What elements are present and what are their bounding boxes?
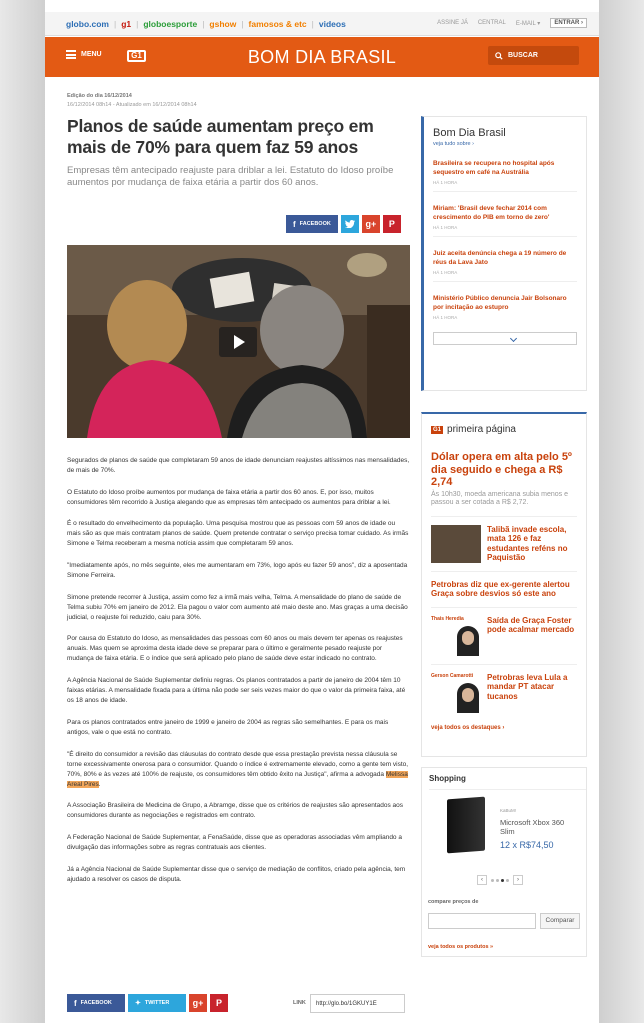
chevron-left-icon: ‹: [481, 877, 483, 883]
prev-product-button[interactable]: [477, 875, 487, 885]
topbar-link-famosos[interactable]: famosos & etc: [248, 18, 307, 29]
compare-input[interactable]: [428, 913, 536, 929]
article-body: [67, 456, 410, 896]
show-header: [45, 37, 599, 77]
columnist-name: Gerson Camarotti: [431, 672, 474, 679]
product-pager: [477, 875, 523, 885]
story-thumbnail[interactable]: [431, 525, 481, 563]
shopping-title: Shopping: [429, 774, 586, 790]
globo-topbar: globo.com | g1 | globoesporte | gshow | famosos & etc | videos ASSINE JÁ CENTRAL E-MAIL ▾ ENTRAR ›: [45, 12, 599, 36]
facebook-share-button[interactable]: [286, 215, 338, 233]
columnist-name: Thais Heredia: [431, 615, 464, 622]
quote-text: "É direito do consumidor a revisão das cláusulas do contrato desde que essa prestação prevista nessa cláusula se torne excessivamente onerosa para o consumidor. Quando o índice é extremamente elevado, como a gente tem visto, 70%, 80% e às vezes até 100% de reajuste, os consumidores têm obtido êxito na Justiça", afirma a advogada: [67, 750, 409, 778]
facebook-share-label: FACEBOOK: [299, 221, 331, 227]
edition-date: Edição do dia 16/12/2014: [67, 93, 132, 99]
front-page-sidebar: [421, 412, 587, 757]
menu-label: MENU: [81, 51, 102, 58]
product-store: KaBuM!: [500, 808, 517, 813]
show-title[interactable]: BOM DIA BRASIL: [247, 47, 397, 67]
paragraph: É o resultado do envelhecimento da população. Uma pesquisa mostrou que as pessoas com 59 anos de idade ou mais são as que mais contratam planos de saúde. Quem pretende contratar o serviço precisa tomar cuidado. As irmãs Simone e Telma receberam a mesma notícia assim que completaram 59 anos.: [67, 520, 409, 548]
front-page-header: [431, 424, 586, 435]
columnist-row[interactable]: [431, 607, 577, 656]
twitter-icon: [345, 220, 355, 228]
see-all-link[interactable]: veja tudo sobre ›: [433, 141, 474, 147]
topbar-link-g1[interactable]: g1: [121, 18, 132, 29]
list-item-time: HÁ 1 HORA: [433, 180, 458, 185]
paragraph: "Imediatamente após, no mês seguinte, eles me aumentaram em 73%, logo após eu fazer 59 anos", diz a aposentada Simone Ferreira.: [67, 562, 408, 580]
paragraph: A Associação Brasileira de Medicina de Grupo, a Abramge, disse que os critérios de reajustes são apresentados aos consumidores durante as negociações e registrados em contrato.: [67, 802, 404, 820]
paragraph: Por causa do Estatuto do Idoso, as mensalidades das pessoas com 60 anos ou mais devem ter apenas os reajustes anuais. Mas quem se aproxima desta idade deve se preparar para o último e geralmente pesado reajuste por mudança de faixa etária. E o índice que será aplicado pelo plano de saúde deve estar indicado no contrato.: [67, 635, 403, 663]
pager-dot[interactable]: [506, 879, 509, 882]
pager-dots: [491, 879, 509, 882]
list-item-title[interactable]: Miriam: 'Brasil deve fechar 2014 com crescimento do PIB em torno de zero': [433, 205, 550, 221]
story-title[interactable]: Petrobras diz que ex-gerente alertou Graça sobre desvios só este ano: [431, 571, 577, 599]
compare-button[interactable]: Comparar: [540, 913, 580, 929]
list-item-title[interactable]: Ministério Público denuncia Jair Bolsonaro por incitação ao estupro: [433, 295, 567, 311]
entrar-button[interactable]: ENTRAR ›: [550, 18, 587, 28]
list-item-time: HÁ 1 HORA: [433, 225, 458, 230]
central-link[interactable]: CENTRAL: [477, 20, 506, 26]
paragraph: Já a Agência Nacional de Saúde Suplementar disse que o serviço de mediação de conflitos, criado pela agência, tem ajudado a resolver os casos de disputa.: [67, 865, 406, 883]
paragraph: Segurados de planos de saúde que completaram 59 anos de idade denunciam reajustes altíssimos nas mensalidades, de mais de 70%.: [67, 457, 410, 474]
show-sidebar-title[interactable]: Bom Dia Brasil: [433, 127, 506, 139]
pager-dot-active[interactable]: [501, 879, 504, 882]
twitter-icon: ✦: [135, 1000, 141, 1007]
paragraph: Simone pretende recorrer à Justiça, assim como fez a irmã mais velha, Telma. A mensalidade do plano de saúde de Telma subiu 70% em janeiro de 2012. Ela pagou o valor com aumento até maio deste ano. Mas graças a uma decisão judicial, o reajuste foi reduzido, caiu para 30%.: [67, 593, 408, 621]
see-all-highlights-link[interactable]: veja todos os destaques ›: [431, 724, 505, 731]
twitter-share-button[interactable]: [341, 215, 359, 233]
next-product-button[interactable]: [513, 875, 523, 885]
pager-dot[interactable]: [491, 879, 494, 882]
lead-story-title[interactable]: Dólar opera em alta pelo 5º dia seguido e chega a R$ 2,74: [431, 451, 572, 488]
topbar-link-globoesporte[interactable]: globoesporte: [143, 18, 198, 29]
twitter-share-button-bottom[interactable]: [128, 994, 186, 1012]
list-item[interactable]: [433, 237, 577, 282]
list-item-time: HÁ 1 HORA: [433, 270, 458, 275]
front-page-title[interactable]: primeira página: [447, 424, 516, 435]
short-link-field[interactable]: http://glo.bo/1GKUY1E: [310, 994, 405, 1013]
page-shadow-left: [0, 0, 45, 1023]
link-label: LINK: [293, 1000, 306, 1006]
share-bar-bottom: [67, 994, 228, 1012]
twitter-share-label: TWITTER: [144, 1000, 170, 1006]
facebook-share-label: FACEBOOK: [80, 1000, 112, 1006]
facebook-share-button-bottom[interactable]: [67, 994, 125, 1012]
all-products-link[interactable]: veja todos os produtos »: [428, 944, 494, 950]
pager-dot[interactable]: [496, 879, 499, 882]
topbar-link-videos[interactable]: videos: [318, 18, 346, 29]
g1-small-logo: G1: [433, 426, 442, 433]
g1-logo[interactable]: G1: [127, 50, 146, 62]
search-icon: [495, 52, 503, 60]
facebook-icon: f: [74, 998, 77, 1008]
quote-end: .: [98, 780, 101, 788]
load-more-button[interactable]: [433, 332, 577, 345]
email-link[interactable]: E-MAIL ▾: [515, 20, 541, 27]
play-button[interactable]: [219, 327, 257, 357]
shopping-widget: [421, 767, 587, 957]
list-item-title[interactable]: Brasileira se recupera no hospital após sequestro em café na Austrália: [433, 160, 555, 176]
facebook-icon: f: [293, 219, 296, 229]
show-sidebar: [421, 116, 587, 391]
gplus-share-button[interactable]: g+: [362, 215, 380, 233]
paragraph: Para os planos contratados entre janeiro de 1999 e janeiro de 2004 as regras são semelhantes. E para os mais antigos, vale o que está no contrato.: [67, 718, 389, 736]
columnist-headline[interactable]: Petrobras leva Lula a mandar PT atacar tucanos: [487, 672, 568, 701]
topbar-link-globo[interactable]: globo.com: [66, 18, 109, 29]
paragraph: A Federação Nacional de Saúde Suplementar, a FenaSaúde, disse que as operadoras associadas vêm ampliando a divulgação das informações sobre as regras contratuais aos clientes.: [67, 833, 402, 851]
share-bar-top: [286, 215, 401, 233]
highlighted-name: Melissa Areal Pires: [67, 770, 408, 788]
columnist-avatar[interactable]: [431, 616, 481, 656]
pinterest-share-button-bottom[interactable]: P: [210, 994, 228, 1012]
page-shadow-right: [599, 0, 644, 1023]
article-subtitle: Empresas têm antecipado reajuste para driblar a lei. Estatuto do Idoso proíbe aumentos por mudança de faixa etária a partir dos 60 anos.: [67, 165, 394, 188]
product-name[interactable]: Microsoft Xbox 360 Slim: [500, 818, 565, 836]
story-row[interactable]: [431, 516, 577, 563]
columnist-row[interactable]: [431, 664, 577, 713]
assine-link[interactable]: ASSINE JÁ: [437, 20, 468, 26]
product-price[interactable]: 12 x R$74,50: [500, 840, 554, 850]
search-label: BUSCAR: [508, 52, 538, 59]
chevron-right-icon: ›: [517, 877, 519, 883]
gplus-share-button-bottom[interactable]: g+: [189, 994, 207, 1012]
columnist-headline[interactable]: Saída de Graça Foster pode acalmar mercado: [487, 615, 575, 634]
updated-date: 16/12/2014 08h14 - Atualizado em 16/12/2014 08h14: [67, 102, 197, 108]
topbar-link-gshow[interactable]: gshow: [209, 18, 237, 29]
story-title[interactable]: Talibã invade escola, mata 126 e faz estudantes reféns no Paquistão: [487, 524, 568, 562]
paragraph: A Agência Nacional de Saúde Suplementar definiu regras. Os planos contratados a partir de janeiro de 2004 têm 10 faixas etárias. A mensalidade fixada para a última não pode ser seis vezes maior do que o valor da primeira faixa, até os 18 anos de idade.: [67, 677, 406, 705]
lead-story-summary: Às 10h30, moeda americana subia menos e passou a ser cotada a R$ 2,72.: [431, 490, 568, 506]
pinterest-share-button[interactable]: P: [383, 215, 401, 233]
list-item-time: HÁ 1 HORA: [433, 315, 458, 320]
article-title: Planos de saúde aumentam preço em mais de 70% para quem faz 59 anos: [67, 116, 374, 157]
list-item[interactable]: [433, 147, 577, 192]
list-item[interactable]: [433, 282, 577, 326]
paragraph: O Estatuto do Idoso proíbe aumentos por mudança de faixa etária a partir dos 60 anos. E, por isso, muitos consumidores têm recorrido à Justiça alegando que as empresas têm antecipado os aumentos para driblar a lei.: [67, 488, 391, 506]
columnist-avatar[interactable]: [431, 673, 481, 713]
video-player[interactable]: [67, 245, 410, 438]
quote-paragraph: [67, 750, 410, 790]
list-item[interactable]: [433, 192, 577, 237]
search-button[interactable]: [488, 46, 579, 65]
product-image[interactable]: [447, 797, 485, 854]
list-item-title[interactable]: Juiz aceita denúncia chega a 19 número de réus da Lava Jato: [433, 250, 567, 266]
compare-label: compare preços de: [428, 899, 479, 905]
avatar: [457, 626, 479, 656]
avatar: [457, 683, 479, 713]
